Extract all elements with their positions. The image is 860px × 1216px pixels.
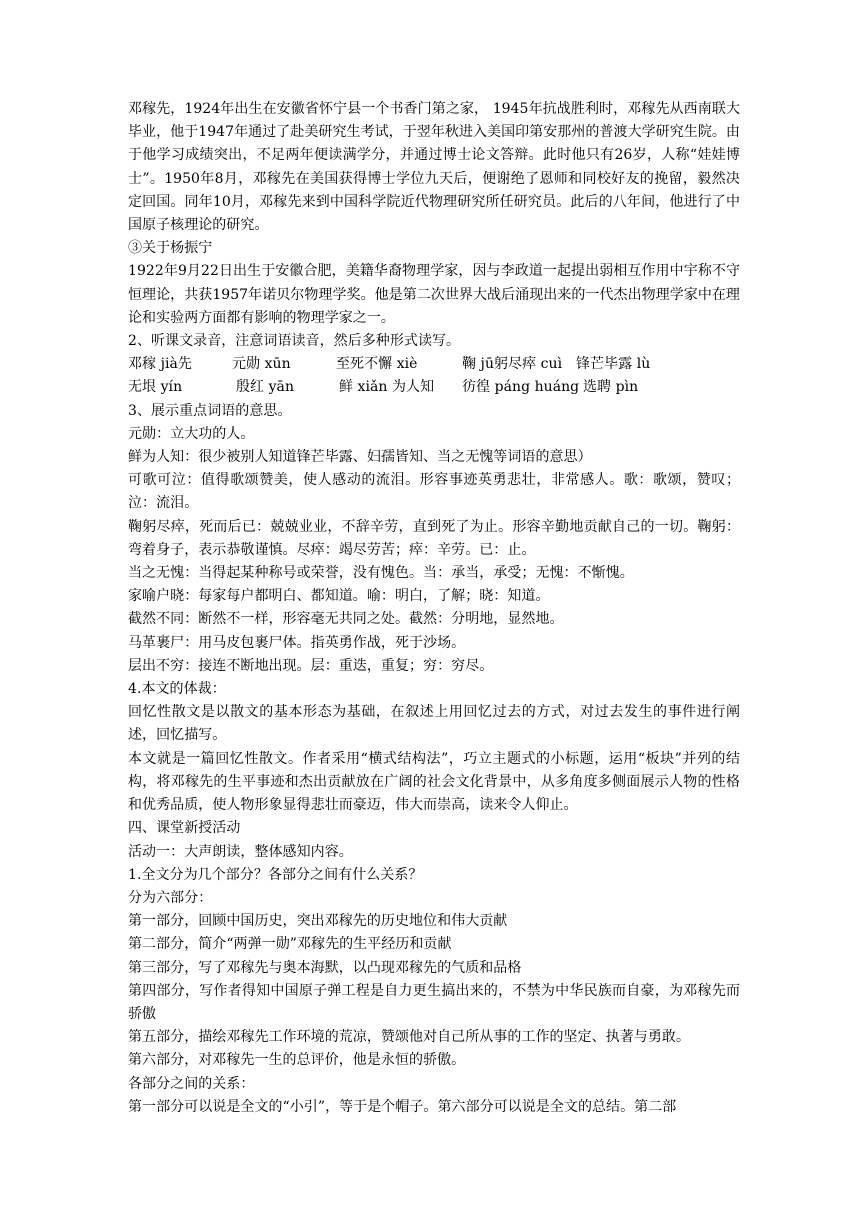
question-parts: 1.全文分为几个部分？各部分之间有什么关系？ [128,866,423,883]
part-five: 第五部分，描绘邓稼先工作环境的荒凉，赞颂他对自己所从事的工作的坚定、执著与勇敢。 [128,1029,690,1046]
definition-jiayuhuxiao: 家喻户晓：每家每户都明白、都知道。喻：明白，了解；晓：知道。 [128,588,550,605]
part-one: 第一部分，回顾中国历史，突出邓稼先的历史地位和伟大贡献 [128,913,508,930]
definition-dangzhiwukui: 当之无愧：当得起某种称号或荣誉，没有愧色。当：承当，承受；无愧：不惭愧。 [128,565,634,582]
paragraph-yang-biography: 1922年9月22日出生于安徽合肥，美籍华裔物理学家，因与李政道一起提出弱相互作用中宇称不守恒理论，共获1957年诺贝尔物理学奖。他是第二次世界大战后涌现出来的一代杰出物理学家中在理论和实验两方面都有影响的物理学家之一。 [128,263,740,326]
vocab-item: 无垠 yín [128,379,183,396]
part-two: 第二部分，简介“两弹一勋”邓稼先的生平经历和贡献 [128,936,452,953]
vocab-row-2 [128,376,740,399]
definition-kegekeqi: 可歌可泣：值得歌颂赞美，使人感动的流泪。形容事迹英勇悲壮，非常感人。歌：歌颂，赞叹；泣：流泪。 [128,472,740,512]
heading-key-words: 3、展示重点词语的意思。 [128,402,292,419]
vocab-item: 元勋 xūn [232,356,291,373]
part-four: 第四部分，写作者得知中国原子弹工程是自力更生搞出来的，不禁为中华民族而自豪，为邓稼先而骄傲 [128,982,740,1022]
vocab-item: 锋芒毕露 lù [576,356,651,373]
heading-relationships: 各部分之间的关系： [128,1075,255,1092]
definition-magelaoshi: 马革裹尸：用马皮包裹尸体。指英勇作战，死于沙场。 [128,634,466,651]
paragraph-genre-analysis: 本文就是一篇回忆性散文。作者采用“横式结构法”，巧立主题式的小标题，运用“板块”并列的结构，将邓稼先的生平事迹和杰出贡献放在广阔的社会文化背景中，从多角度多侧面展示人物的性格和优秀品质，使人物形象显得悲壮而豪迈，伟大而崇高，读来令人仰止。 [128,750,740,814]
vocab-item: 至死不懈 xiè [336,356,418,373]
vocab-item: 彷徨 páng huáng [462,379,580,396]
heading-about-yang: ③关于杨振宁 [128,240,213,257]
part-three: 第三部分，写了邓稼先与奥本海默，以凸现邓稼先的气质和品格 [128,959,522,976]
vocab-item: 殷红 yān [236,379,295,396]
heading-listen-recording: 2、听课文录音，注意词语读音，然后多种形式读写。 [128,333,461,350]
definition-cengchubuqiong: 层出不穷：接连不断地出现。层：重迭，重复；穷：穷尽。 [128,657,494,674]
vocab-row-1 [128,353,740,376]
paragraph-deng-biography: 邓稼先，1924年出生在安徽省怀宁县一个书香门第之家， 1945年抗战胜利时，邓稼先从西南联大毕业，他于1947年通过了赴美研究生考试，于翌年秋进入美国印第安那州的普渡大学研究生院。由于他学习成绩突出，不足两年便读满学分，并通过博士论文答辩。此时他只有26岁，人称“娃娃博士”。1950年8月，邓稼先在美国获得博士学位九天后，便谢绝了恩师和同校好友的挽留，毅然决定回国。同年10月，邓稼先来到中国科学院近代物理研究所任研究员。此后的八年间，他进行了中国原子核理论的研究。 [128,101,740,234]
definition-jieranbutong: 截然不同：断然不一样，形容毫无共同之处。截然：分明地，显然地。 [128,611,564,628]
heading-activity-one: 活动一：大声朗读，整体感知内容。 [128,843,353,860]
definition-jugongjincui: 鞠躬尽瘁，死而后已：兢兢业业，不辞辛劳，直到死了为止。形容辛勤地贡献自己的一切。鞠躬：弯着身子，表示恭敬谨慎。尽瘁：竭尽劳苦；瘁：辛劳。已：止。 [128,518,740,558]
vocab-item: 鞠 jū躬尽瘁 cuì [462,356,563,373]
answer-six-parts: 分为六部分： [128,889,213,906]
paragraph-relationships: 第一部分可以说是全文的“小引”，等于是个帽子。第六部分可以说是全文的总结。第二部 [128,1098,677,1115]
heading-genre: 4.本文的体裁： [128,681,226,698]
part-six: 第六部分，对邓稼先一生的总评价，他是永恒的骄傲。 [128,1052,466,1069]
paragraph-genre-definition: 回忆性散文是以散文的基本形态为基础，在叙述上用回忆过去的方式，对过去发生的事件进行阐述，回忆描写。 [128,704,740,744]
heading-class-activities: 四、课堂新授活动 [128,820,241,837]
definition-yuanxun: 元勋：立大功的人。 [128,425,255,442]
vocab-item: 邓稼 jià先 [128,356,192,373]
definition-xianweirenzhi: 鲜为人知：很少被别人知道锋芒毕露、妇孺皆知、当之无愧等词语的意思） [128,449,592,466]
document-body [128,98,740,1119]
vocab-item: 鲜 xiǎn 为人知 [339,379,435,396]
vocab-item: 选聘 pìn [583,379,639,396]
